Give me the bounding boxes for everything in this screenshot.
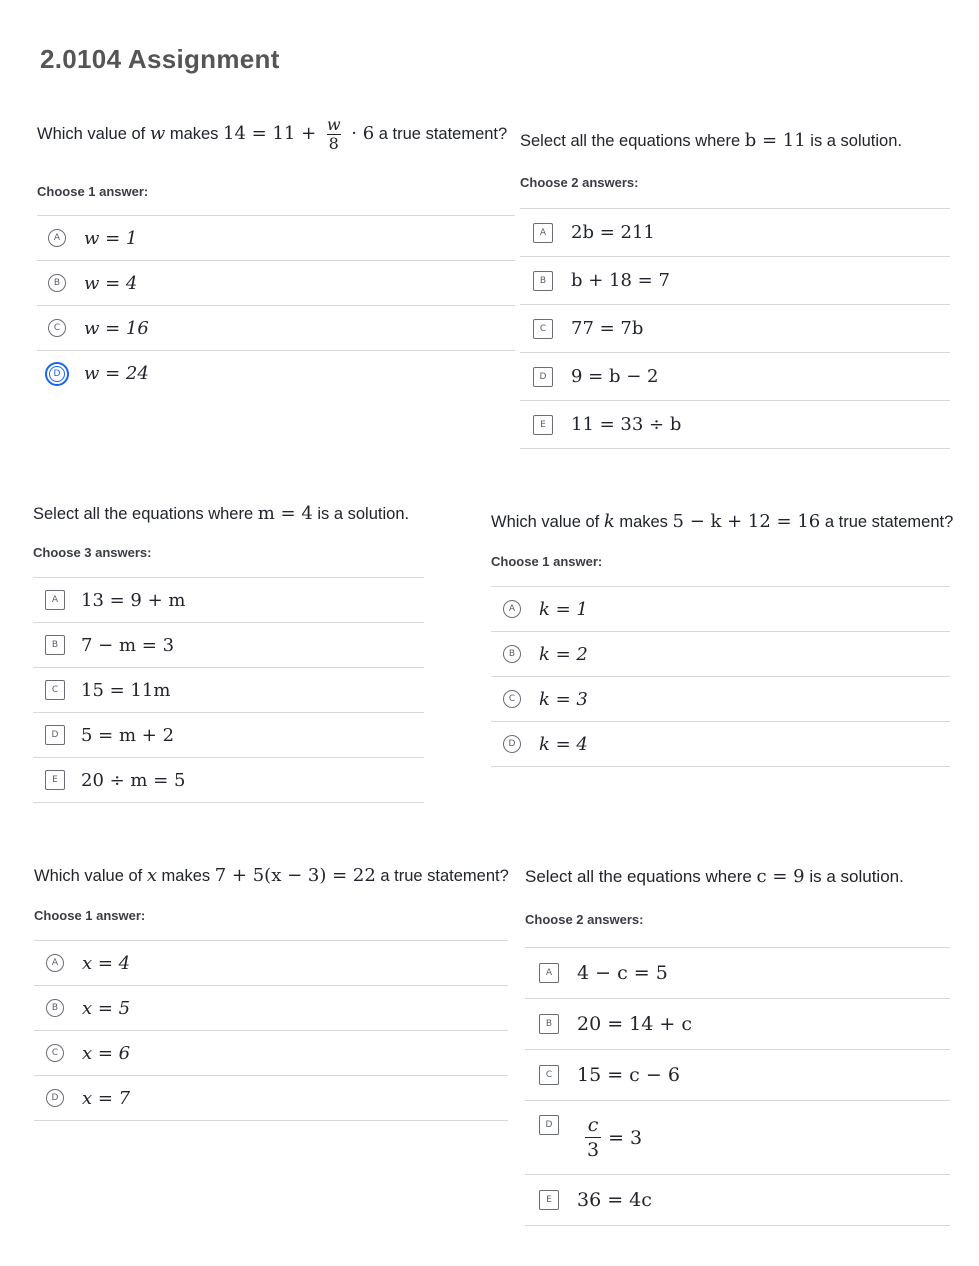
choice-letter-b: B bbox=[45, 635, 65, 655]
choice-letter-b: B bbox=[533, 271, 553, 291]
answer-list bbox=[33, 577, 424, 803]
choice-letter-a: A bbox=[539, 963, 559, 983]
choice-letter-d: D bbox=[533, 367, 553, 387]
choice-letter-b: B bbox=[46, 999, 64, 1017]
answer-option[interactable] bbox=[525, 1101, 950, 1175]
answer-option[interactable] bbox=[37, 216, 515, 261]
answer-text: 4 − c = 5 bbox=[577, 962, 668, 984]
choice-letter-d: D bbox=[45, 725, 65, 745]
choose-instruction: Choose 1 answer: bbox=[34, 908, 146, 923]
answer-text: x = 7 bbox=[82, 1087, 131, 1109]
answer-option[interactable] bbox=[33, 758, 424, 803]
answer-text: x = 6 bbox=[82, 1042, 131, 1064]
question-prompt: Which value of k makes 5 − k + 12 = 16 a true statement? bbox=[491, 511, 954, 532]
choice-letter-c: C bbox=[48, 319, 66, 337]
answer-option[interactable] bbox=[525, 948, 950, 999]
choose-instruction: Choose 2 answers: bbox=[520, 175, 639, 190]
answer-list bbox=[520, 208, 950, 449]
question-1 bbox=[37, 114, 508, 153]
choice-letter-d: D bbox=[503, 735, 521, 753]
answer-option[interactable] bbox=[491, 587, 950, 632]
answer-text: w = 1 bbox=[84, 227, 138, 249]
choice-letter-b: B bbox=[539, 1014, 559, 1034]
answer-option[interactable] bbox=[491, 677, 950, 722]
answer-text: x = 4 bbox=[82, 952, 131, 974]
answer-text: 9 = b − 2 bbox=[571, 366, 659, 387]
choice-letter-c: C bbox=[503, 690, 521, 708]
question-2 bbox=[520, 129, 902, 153]
answer-text: 20 = 14 + c bbox=[577, 1013, 692, 1035]
fraction: $\frac{w}{8}$ bbox=[326, 114, 341, 153]
choose-instruction: Choose 1 answer: bbox=[491, 554, 603, 569]
question-prompt: Select all the equations where m = 4 is a solution. bbox=[33, 503, 410, 524]
answer-text: w = 24 bbox=[84, 363, 149, 384]
answer-list bbox=[525, 947, 950, 1226]
choice-letter-e: E bbox=[45, 770, 65, 790]
answer-text: 15 = c − 6 bbox=[577, 1064, 680, 1086]
answer-text: $\frac{c}{3}$ = 3 bbox=[587, 1114, 643, 1161]
answer-text: b + 18 = 7 bbox=[571, 270, 670, 291]
fraction: $\frac{c}{3}$ bbox=[587, 1114, 600, 1161]
answer-text: w = 16 bbox=[84, 317, 149, 339]
answer-text: 20 ÷ m = 5 bbox=[81, 769, 186, 791]
choose-instruction: Choose 3 answers: bbox=[33, 545, 152, 560]
answer-text: 2b = 211 bbox=[571, 222, 655, 243]
question-prompt: Select all the equations where c = 9 is a solution. bbox=[525, 866, 904, 887]
choice-letter-a: A bbox=[48, 229, 66, 247]
question-4 bbox=[491, 510, 953, 534]
choice-letter-c: C bbox=[533, 319, 553, 339]
answer-option[interactable] bbox=[520, 257, 950, 305]
choose-instruction: Choose 1 answer: bbox=[37, 184, 149, 199]
answer-option[interactable] bbox=[34, 1076, 508, 1121]
answer-option[interactable] bbox=[520, 401, 950, 449]
answer-text: x = 5 bbox=[82, 997, 131, 1019]
answer-text: 77 = 7b bbox=[571, 318, 644, 339]
answer-text: 5 = m + 2 bbox=[81, 724, 175, 746]
question-prompt: Which value of x makes 7 + 5(x − 3) = 22 a true statement? bbox=[34, 865, 509, 886]
choose-instruction: Choose 2 answers: bbox=[525, 912, 644, 927]
answer-option[interactable] bbox=[33, 668, 424, 713]
choice-letter-a: A bbox=[533, 223, 553, 243]
answer-option[interactable] bbox=[33, 623, 424, 668]
answer-option[interactable] bbox=[37, 261, 515, 306]
choice-letter-e: E bbox=[533, 415, 553, 435]
question-prompt: Select all the equations where b = 11 is a solution. bbox=[520, 130, 902, 151]
page-title: 2.0104 Assignment bbox=[40, 44, 280, 74]
answer-text: k = 1 bbox=[539, 598, 588, 620]
answer-option[interactable] bbox=[525, 1175, 950, 1226]
answer-text: k = 3 bbox=[539, 688, 588, 710]
answer-option[interactable] bbox=[34, 986, 508, 1031]
answer-option[interactable] bbox=[34, 941, 508, 986]
question-6 bbox=[525, 865, 904, 889]
choice-letter-e: E bbox=[539, 1190, 559, 1210]
answer-option[interactable] bbox=[525, 1050, 950, 1101]
answer-text: 13 = 9 + m bbox=[81, 589, 186, 611]
answer-text: 11 = 33 ÷ b bbox=[571, 414, 682, 435]
answer-option[interactable] bbox=[33, 713, 424, 758]
answer-list bbox=[34, 940, 508, 1121]
answer-option-selected[interactable] bbox=[37, 351, 515, 396]
answer-option[interactable] bbox=[520, 305, 950, 353]
answer-text: w = 4 bbox=[84, 272, 138, 294]
answer-option[interactable] bbox=[37, 306, 515, 351]
answer-option[interactable] bbox=[520, 209, 950, 257]
selected-choice-indicator: D bbox=[45, 362, 69, 386]
answer-option[interactable] bbox=[33, 578, 424, 623]
answer-text: 15 = 11m bbox=[81, 679, 171, 701]
choice-letter-a: A bbox=[45, 590, 65, 610]
choice-letter-c: C bbox=[46, 1044, 64, 1062]
answer-text: k = 2 bbox=[539, 643, 588, 665]
answer-option[interactable] bbox=[491, 632, 950, 677]
answer-option[interactable] bbox=[520, 353, 950, 401]
choice-letter-d: D bbox=[539, 1115, 559, 1135]
answer-option[interactable] bbox=[525, 999, 950, 1050]
answer-text: 36 = 4c bbox=[577, 1189, 652, 1211]
choice-letter-b: B bbox=[48, 274, 66, 292]
choice-letter-b: B bbox=[503, 645, 521, 663]
answer-list bbox=[491, 586, 950, 767]
question-3 bbox=[33, 502, 409, 526]
answer-option[interactable] bbox=[34, 1031, 508, 1076]
question-prompt: Which value of w makes 14 = 11 + $\frac{w}{8}$ · 6 a true statement? bbox=[37, 114, 508, 153]
question-5 bbox=[34, 864, 509, 888]
answer-text: 7 − m = 3 bbox=[81, 634, 175, 656]
answer-option[interactable] bbox=[491, 722, 950, 767]
answer-list bbox=[37, 215, 515, 396]
choice-letter-d: D bbox=[46, 1089, 64, 1107]
choice-letter-a: A bbox=[46, 954, 64, 972]
choice-letter-c: C bbox=[539, 1065, 559, 1085]
answer-text: k = 4 bbox=[539, 733, 588, 755]
choice-letter-a: A bbox=[503, 600, 521, 618]
choice-letter-c: C bbox=[45, 680, 65, 700]
